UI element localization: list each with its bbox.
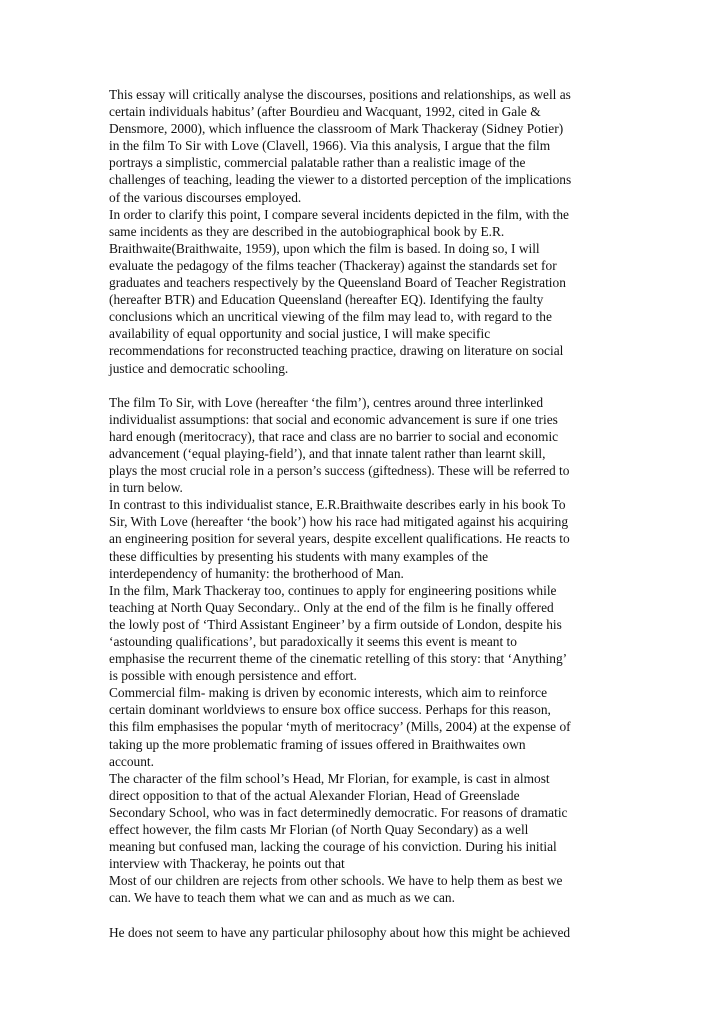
- text-line: taking up the more problematic framing of issues offered in Braithwaites own: [109, 736, 526, 752]
- text-line: Secondary School, who was in fact determinedly democratic. For reasons of dramatic: [109, 804, 568, 820]
- text-line: emphasise the recurrent theme of the cinematic retelling of this story: that ‘Anything’: [109, 651, 568, 667]
- text-line: interdependency of humanity: the brotherhood of Man.: [109, 565, 404, 581]
- text-line: individualist assumptions: that social and economic advancement is sure if one tries: [109, 411, 558, 427]
- text-line: Sir, With Love (hereafter ‘the book’) how his race had mitigated against his acquiring: [109, 514, 569, 530]
- paragraph-spacer: [109, 907, 629, 924]
- text-line: can. We have to teach them what we can and as much as we can.: [109, 890, 455, 906]
- text-line: In order to clarify this point, I compare several incidents depicted in the film, with the: [109, 206, 569, 222]
- paragraph: [109, 496, 629, 581]
- text-line: account.: [109, 753, 154, 769]
- paragraph: [109, 394, 629, 497]
- text-line: this film emphasises the popular ‘myth of meritocracy’ (Mills, 2004) at the expense of: [109, 719, 571, 735]
- text-line: (hereafter BTR) and Education Queensland (hereafter EQ). Identifying the faulty: [109, 292, 544, 308]
- text-line: Most of our children are rejects from other schools. We have to help them as best we: [109, 873, 563, 889]
- text-line: In contrast to this individualist stance, E.R.Braithwaite describes early in his book To: [109, 497, 566, 513]
- text-line: same incidents as they are described in the autobiographical book by E.R.: [109, 223, 505, 239]
- text-line: The film To Sir, with Love (hereafter ‘the film’), centres around three interlinked: [109, 394, 544, 410]
- text-line: Densmore, 2000), which influence the classroom of Mark Thackeray (Sidney Potier): [109, 121, 564, 137]
- text-line: certain individuals habitus’ (after Bourdieu and Wacquant, 1992, cited in Gale &: [109, 104, 541, 120]
- text-line: graduates and teachers respectively by the Queensland Board of Teacher Registration: [109, 275, 566, 291]
- text-line: in the film To Sir with Love (Clavell, 1966). Via this analysis, I argue that the film: [109, 138, 551, 154]
- text-line: This essay will critically analyse the discourses, positions and relationships, as well as: [109, 87, 571, 102]
- text-line: advancement (‘equal playing-field’), and that innate talent rather than learnt skill,: [109, 445, 546, 461]
- text-line: In the film, Mark Thackeray too, continues to apply for engineering positions while: [109, 582, 557, 598]
- paragraph: [109, 684, 629, 769]
- text-line: plays the most crucial role in a person’s success (giftedness). These will be referred to: [109, 463, 570, 479]
- text-line: ‘astounding qualifications’, but paradoxically it seems this event is meant to: [109, 634, 517, 649]
- text-line: an engineering position for several years, despite excellent qualifications. He reacts to: [109, 531, 570, 547]
- paragraph-spacer: [109, 377, 629, 394]
- text-line: challenges of teaching, leading the viewer to a distorted perception of the implications: [109, 172, 572, 188]
- text-line: meaning but confused man, lacking the courage of his conviction. During his initial: [109, 839, 557, 855]
- text-line: the lowly post of ‘Third Assistant Engineer’ by a firm outside of London, despite his: [109, 616, 562, 632]
- text-line: teaching at North Quay Secondary.. Only at the end of the film is he finally offered: [109, 599, 554, 615]
- paragraph: [109, 770, 629, 873]
- text-line: conclusions which an uncritical viewing of the film may lead to, with regard to the: [109, 309, 552, 325]
- text-line: availability of equal opportunity and social justice, I will make specific: [109, 326, 491, 342]
- text-line: is possible with enough persistence and effort.: [109, 668, 357, 684]
- text-line: these difficulties by presenting his students with many examples of the: [109, 548, 489, 564]
- text-line: justice and democratic schooling.: [109, 360, 289, 376]
- text-line: of the various discourses employed.: [109, 189, 302, 205]
- text-line: portrays a simplistic, commercial palatable rather than a realistic image of the: [109, 155, 526, 171]
- text-line: The character of the film school’s Head, Mr Florian, for example, is cast in almost: [109, 770, 550, 786]
- paragraph: [109, 206, 629, 377]
- text-line: Braithwaite(Braithwaite, 1959), upon which the film is based. In doing so, I will: [109, 240, 540, 256]
- text-line: in turn below.: [109, 480, 183, 496]
- paragraph: [109, 582, 629, 685]
- essay-body: [109, 86, 629, 941]
- text-line: evaluate the pedagogy of the films teacher (Thackeray) against the standards set for: [109, 257, 557, 273]
- paragraph: [109, 872, 629, 906]
- text-line: direct opposition to that of the actual Alexander Florian, Head of Greenslade: [109, 787, 520, 803]
- text-line: effect however, the film casts Mr Florian (of North Quay Secondary) as a well: [109, 822, 529, 838]
- text-line: He does not seem to have any particular philosophy about how this might be achieved: [109, 924, 571, 940]
- text-line: Commercial film- making is driven by economic interests, which aim to reinforce: [109, 685, 548, 701]
- paragraph: [109, 924, 629, 941]
- text-line: interview with Thackeray, he points out that: [109, 856, 345, 872]
- paragraph: [109, 86, 629, 206]
- text-line: certain dominant worldviews to ensure box office success. Perhaps for this reason,: [109, 702, 551, 718]
- text-line: recommendations for reconstructed teaching practice, drawing on literature on social: [109, 343, 564, 359]
- text-line: hard enough (meritocracy), that race and class are no barrier to social and economic: [109, 428, 559, 444]
